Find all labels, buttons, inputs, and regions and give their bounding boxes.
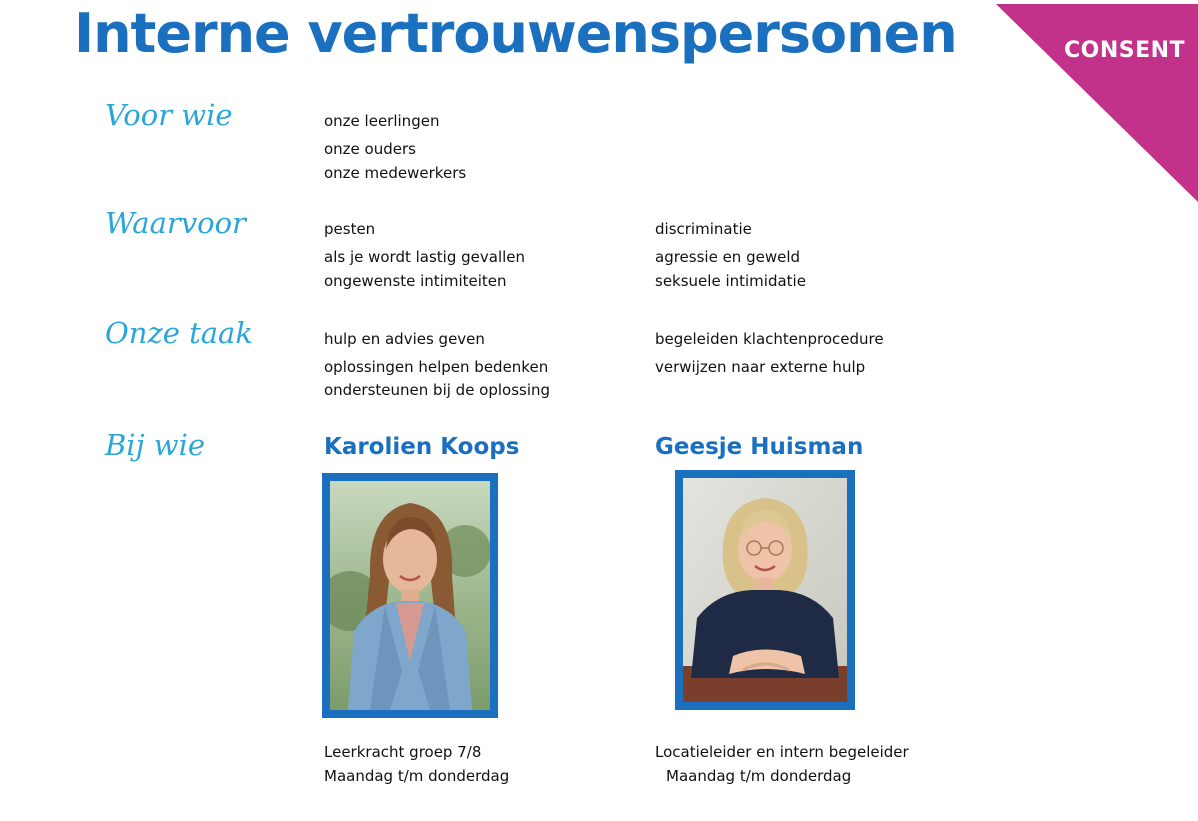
consent-corner-banner: [996, 4, 1198, 202]
section-label-bij-wie: Bij wie: [105, 428, 206, 462]
waarvoor-left-item-2: als je wordt lastig gevallen: [324, 248, 526, 266]
section-label-onze-taak: Onze taak: [105, 316, 253, 350]
voor-wie-item-1: onze leerlingen: [324, 112, 440, 130]
person-photo-2: [675, 470, 855, 710]
onze-taak-left-item-1: hulp en advies geven: [324, 330, 485, 348]
portrait-illustration-2: [683, 478, 847, 702]
person-days-2: Maandag t/m donderdag: [666, 767, 852, 785]
waarvoor-right-item-2: agressie en geweld: [655, 248, 801, 266]
waarvoor-right-item-3: seksuele intimidatie: [655, 272, 806, 290]
voor-wie-item-2: onze ouders: [324, 140, 416, 158]
onze-taak-left-item-3: ondersteunen bij de oplossing: [324, 381, 551, 399]
portrait-illustration-1: [330, 481, 490, 710]
consent-label: CONSENT: [1064, 38, 1186, 63]
onze-taak-left-item-2: oplossingen helpen bedenken: [324, 358, 549, 376]
waarvoor-left-item-1: pesten: [324, 220, 376, 238]
person-role-2: Locatieleider en intern begeleider: [655, 743, 909, 761]
onze-taak-right-item-1: begeleiden klachtenprocedure: [655, 330, 884, 348]
person-role-1: Leerkracht groep 7/8: [324, 743, 482, 761]
person-name-1: Karolien Koops: [324, 434, 520, 460]
person-photo-1: [322, 473, 498, 718]
voor-wie-item-3: onze medewerkers: [324, 164, 467, 182]
onze-taak-right-item-2: verwijzen naar externe hulp: [655, 358, 866, 376]
person-name-2: Geesje Huisman: [655, 434, 864, 460]
person-days-1: Maandag t/m donderdag: [324, 767, 510, 785]
waarvoor-left-item-3: ongewenste intimiteiten: [324, 272, 507, 290]
section-label-waarvoor: Waarvoor: [105, 206, 246, 240]
page-title: Interne vertrouwenspersonen: [74, 2, 957, 65]
section-label-voor-wie: Voor wie: [105, 98, 233, 132]
corner-triangle-shape: [996, 4, 1198, 202]
waarvoor-right-item-1: discriminatie: [655, 220, 752, 238]
